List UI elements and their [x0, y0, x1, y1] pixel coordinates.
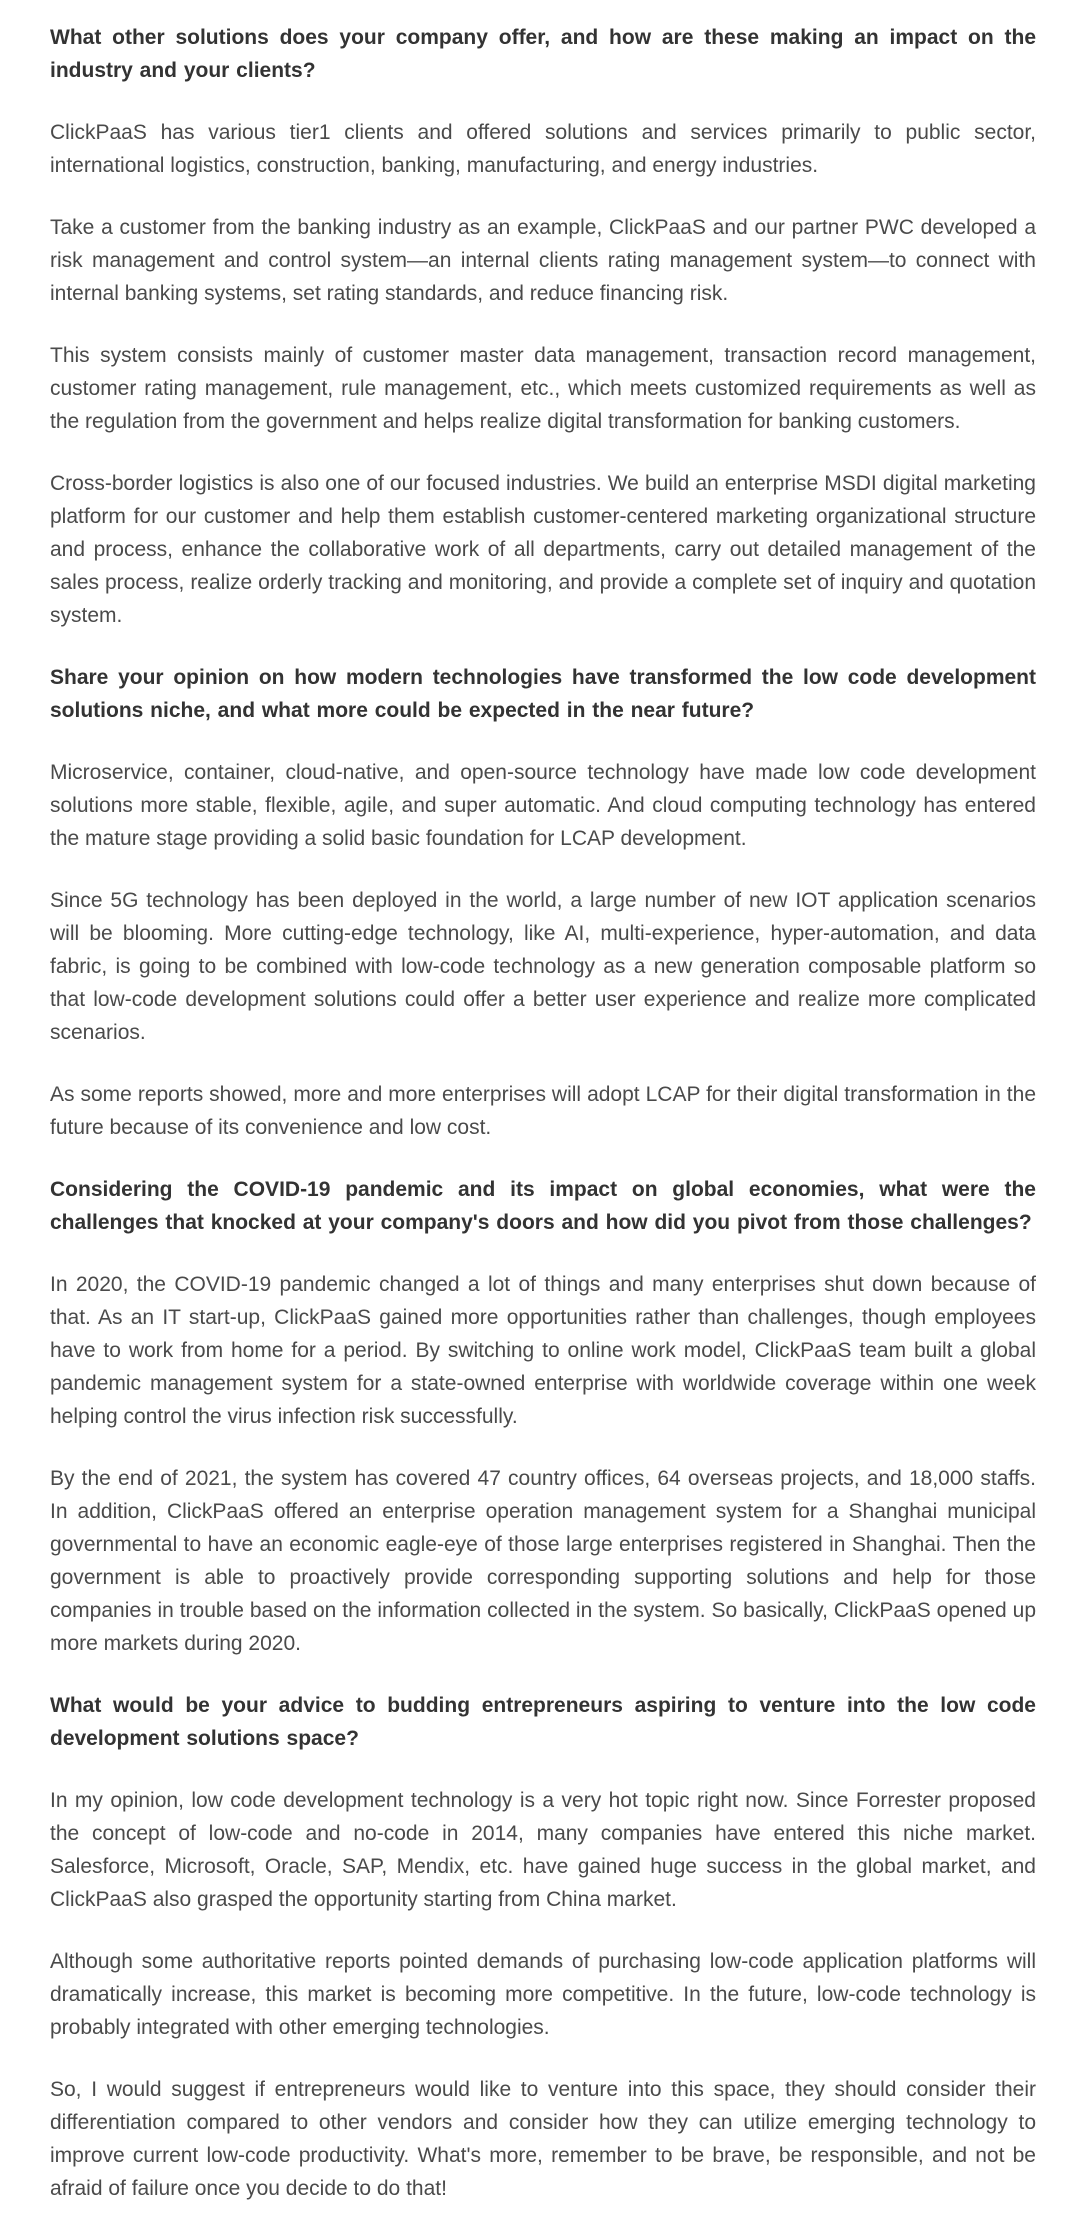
question-heading: Considering the COVID-19 pandemic and its impact on global economies, what were the challenges that knocked at your company's doors and how did you pivot from those challenges? — [50, 1178, 1036, 1234]
answer-paragraph: In 2020, the COVID-19 pandemic changed a lot of things and many enterprises shut down because of that. As an IT start-up, ClickPaaS gained more opportunities rather than challenges, though employees have to work from home for a period. By switching to online work model, ClickPaaS team built a global pandemic management system for a state-owned enterprise with worldwide coverage within one week helping control the virus infection risk successfully. — [50, 1273, 1036, 1428]
question-heading: What would be your advice to budding entrepreneurs aspiring to venture into the low code development solutions space? — [50, 1694, 1036, 1750]
answer-paragraph: Since 5G technology has been deployed in the world, a large number of new IOT application scenarios will be blooming. More cutting-edge technology, like AI, multi-experience, hyper-automation, and data fabric, is going to be combined with low-code technology as a new generation composable platform so that low-code development solutions could offer a better user experience and realize more complicated scenarios. — [50, 889, 1036, 1044]
answer-paragraph: In my opinion, low code development technology is a very hot topic right now. Since Forrester proposed the concept of low-code and no-code in 2014, many companies have entered this niche market. Salesforce, Microsoft, Oracle, SAP, Mendix, etc. have gained huge success in the global market, and ClickPaaS also grasped the opportunity starting from China market. — [50, 1789, 1036, 1911]
answer-paragraph: So, I would suggest if entrepreneurs would like to venture into this space, they should consider their differentiation compared to other vendors and consider how they can utilize emerging technology to improve current low-code productivity. What's more, remember to be brave, be responsible, and not be afraid of failure once you decide to do that! — [50, 2078, 1036, 2200]
qa-section-advice — [50, 1689, 1036, 2205]
qa-section-covid-challenges — [50, 1173, 1036, 1660]
question-heading: Share your opinion on how modern technologies have transformed the low code development solutions niche, and what more could be expected in the near future? — [50, 666, 1036, 722]
answer-paragraph: By the end of 2021, the system has covered 47 country offices, 64 overseas projects, and 18,000 staffs. In addition, ClickPaaS offered an enterprise operation management system for a Shanghai municipal governmental to have an economic eagle-eye of those large enterprises registered in Shanghai. Then the government is able to proactively provide corresponding supporting solutions and help for those companies in trouble based on the information collected in the system. So basically, ClickPaaS opened up more markets during 2020. — [50, 1467, 1036, 1655]
answer-paragraph: Microservice, container, cloud-native, and open-source technology have made low code development solutions more stable, flexible, agile, and super automatic. And cloud computing technology has entered the mature stage providing a solid basic foundation for LCAP development. — [50, 761, 1036, 850]
answer-paragraph: Take a customer from the banking industry as an example, ClickPaaS and our partner PWC developed a risk management and control system—an internal clients rating management system—to connect with internal banking systems, set rating standards, and reduce financing risk. — [50, 216, 1036, 305]
qa-section-modern-technologies — [50, 661, 1036, 1144]
question-heading: What other solutions does your company offer, and how are these making an impact on the industry and your clients? — [50, 26, 1036, 82]
answer-paragraph: ClickPaaS has various tier1 clients and offered solutions and services primarily to public sector, international logistics, construction, banking, manufacturing, and energy industries. — [50, 121, 1036, 177]
qa-section-solutions — [50, 21, 1036, 632]
answer-paragraph: As some reports showed, more and more enterprises will adopt LCAP for their digital transformation in the future because of its convenience and low cost. — [50, 1083, 1036, 1139]
answer-paragraph: This system consists mainly of customer master data management, transaction record management, customer rating management, rule management, etc., which meets customized requirements as well as the regulation from the government and helps realize digital transformation for banking customers. — [50, 344, 1036, 433]
answer-paragraph: Although some authoritative reports pointed demands of purchasing low-code application platforms will dramatically increase, this market is becoming more competitive. In the future, low-code technology is probably integrated with other emerging technologies. — [50, 1950, 1036, 2039]
answer-paragraph: Cross-border logistics is also one of our focused industries. We build an enterprise MSDI digital marketing platform for our customer and help them establish customer-centered marketing organizational structure and process, enhance the collaborative work of all departments, carry out detailed management of the sales process, realize orderly tracking and monitoring, and provide a complete set of inquiry and quotation system. — [50, 472, 1036, 627]
